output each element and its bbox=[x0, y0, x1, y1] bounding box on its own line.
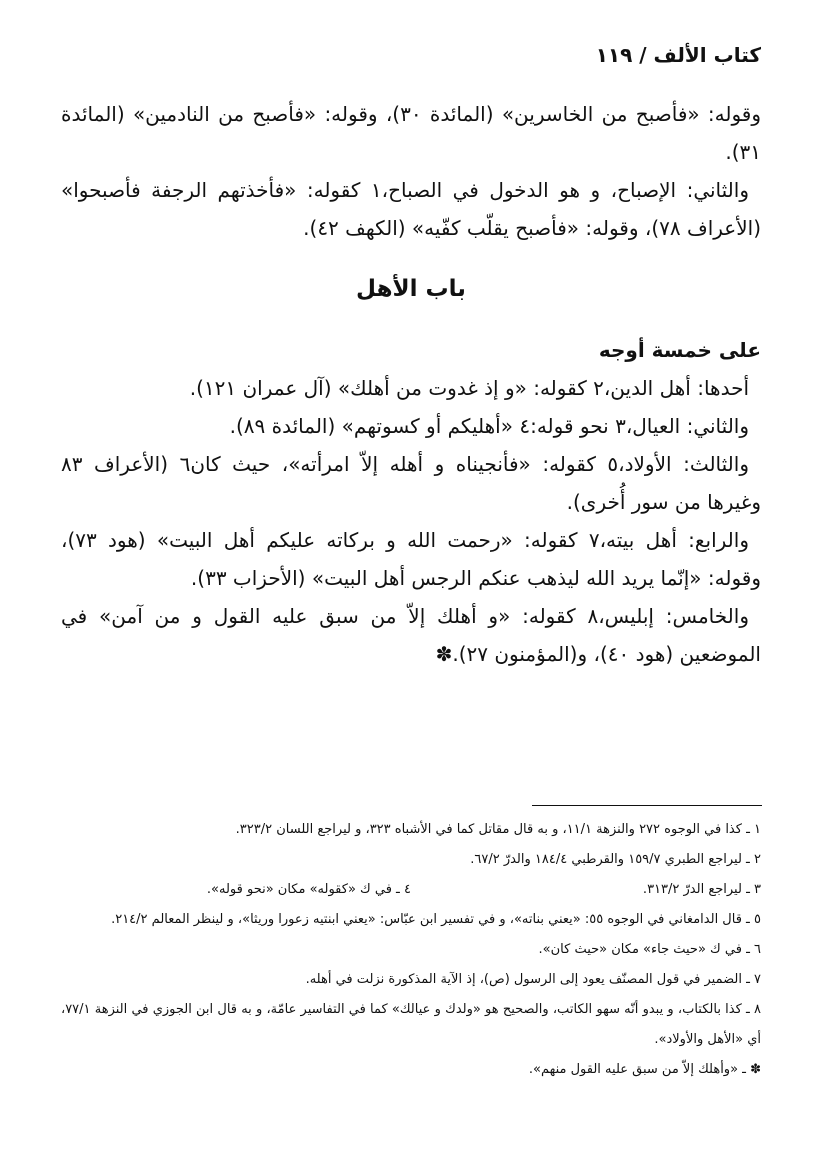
footnote: ٨ ـ كذا بالكتاب، و يبدو أنّه سهو الكاتب، والصحيح هو «ولدك و عيالك» كما في التفاسير عامّة، و به قال ابن الجوزي في النزهة ٧٧/١، أي «الأهل والأولاد». bbox=[61, 1002, 761, 1047]
footnote: ✽ ـ «وأهلك إلاّ من سبق عليه القول منهم». bbox=[528, 1062, 761, 1077]
running-title: كتاب الألف / ١١٩ bbox=[595, 43, 761, 67]
footnote: ٧ ـ الضمير في قول المصنّف يعود إلى الرسول (ص)، إذ الآية المذكورة نزلت في أهله. bbox=[305, 972, 761, 987]
footnotes bbox=[61, 815, 761, 1085]
running-header bbox=[61, 40, 761, 70]
meaning-item: أحدها: أهل الدين،٢ كقوله: «و إذ غدوت من أهلك» (آل عمران ١٢١). bbox=[189, 376, 749, 400]
meaning-item: والثالث: الأولاد،٥ كقوله: «فأنجيناه و أهله إلاّ امرأته»، حيث كان٦ (الأعراف ٨٣ وغيرها من سور أُخرى). bbox=[61, 452, 761, 514]
section-subheading: على خمسة أوجه bbox=[598, 338, 761, 362]
meaning-item: والثاني: العيال،٣ نحو قوله:٤ «أهليكم أو كسوتهم» (المائدة ٨٩). bbox=[229, 414, 749, 438]
footnote-divider bbox=[532, 805, 762, 806]
meaning-item: والرابع: أهل بيته،٧ كقوله: «رحمت الله و بركاته عليكم أهل البيت» (هود ٧٣)، وقوله: «إنّما يريد الله ليذهب عنكم الرجس أهل البيت» (الأحزاب ٣٣). bbox=[61, 528, 761, 590]
footnote: ٢ ـ ليراجع الطبري ١٥٩/٧ والقرطبي ١٨٤/٤ والدرّ ٦٧/٢. bbox=[470, 852, 761, 867]
footnote: ٣ ـ ليراجع الدرّ ٣١٣/٢. bbox=[642, 882, 761, 897]
footnote: ٤ ـ في ك «كقوله» مكان «نحو قوله». bbox=[206, 882, 411, 897]
footnote: ٥ ـ قال الدامغاني في الوجوه ٥٥: «يعني بناته»، و في تفسير ابن عبّاس: «يعني ابنتيه زعورا وريثا»، و لينظر المعالم ٢١٤/٢. bbox=[111, 912, 761, 927]
body-paragraph: والثاني: الإصباح، و هو الدخول في الصباح،١ كقوله: «فأخذتهم الرجفة فأصبحوا» (الأعراف ٧٨)، وقوله: «فأصبح يقلّب كفّيه» (الكهف ٤٢). bbox=[61, 178, 761, 240]
section-title: باب الأهل bbox=[356, 276, 466, 302]
body-paragraph: وقوله: «فأصبح من الخاسرين» (المائدة ٣٠)، وقوله: «فأصبح من النادمين» (المائدة ٣١). bbox=[61, 102, 762, 164]
footnote: ٦ ـ في ك «حيث جاء» مكان «حيث كان». bbox=[538, 942, 761, 957]
footnote-row bbox=[61, 875, 761, 905]
footnote: ١ ـ كذا في الوجوه ٢٧٢ والنزهة ١١/١، و به قال مقاتل كما في الأشباه ٣٢٣، و ليراجع اللسان ٣٢٣/٢. bbox=[235, 822, 761, 837]
main-text bbox=[61, 95, 761, 673]
meaning-item: والخامس: إبليس،٨ كقوله: «و أهلك إلاّ من سبق عليه القول و من آمن» في الموضعين (هود ٤٠)، و(المؤمنون ٢٧).✽ bbox=[61, 604, 761, 666]
